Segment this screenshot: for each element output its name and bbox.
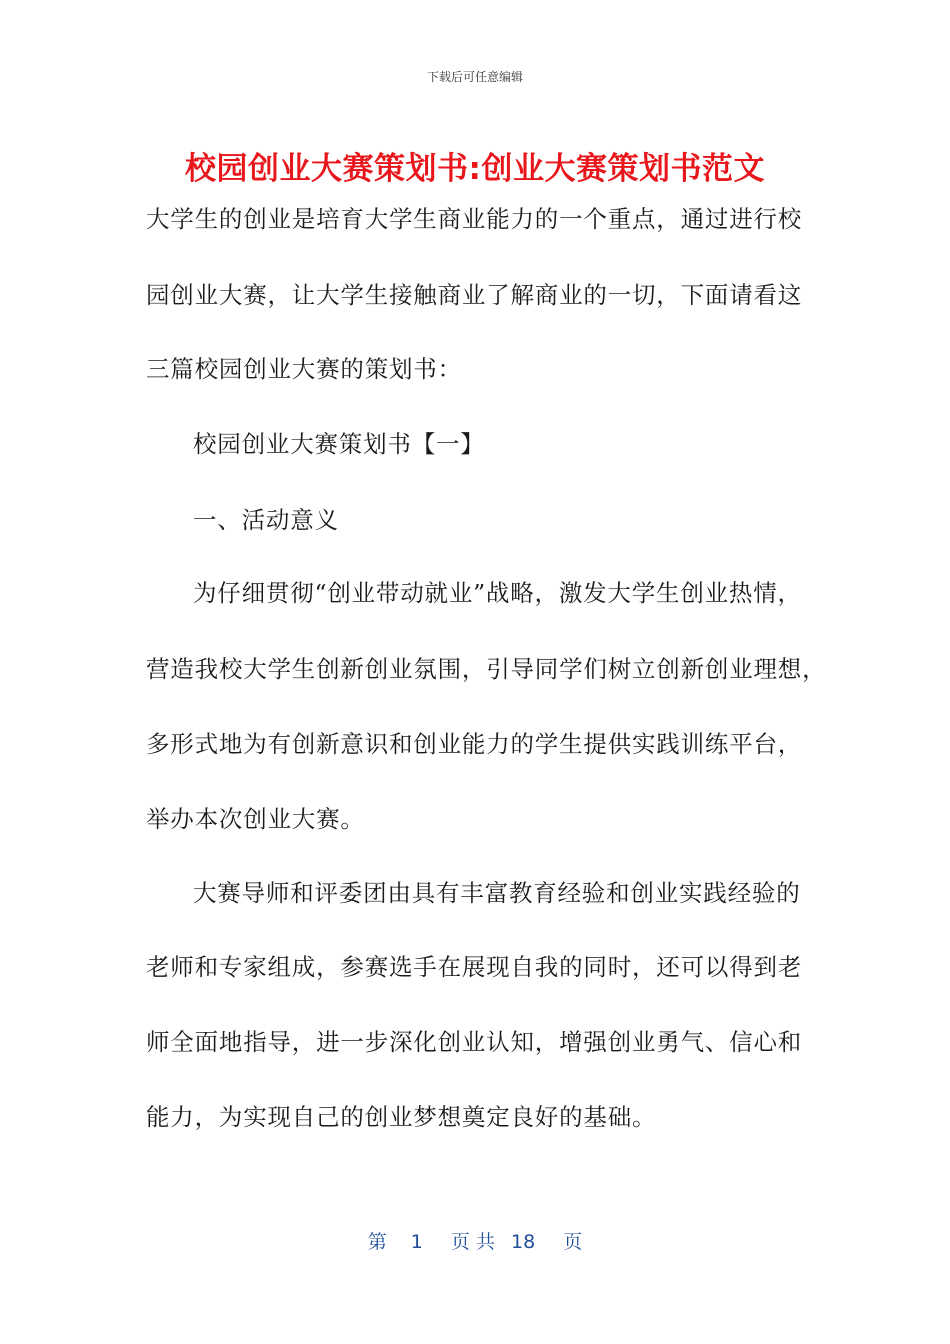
current-page-number: 1 [410, 1231, 423, 1253]
paragraph-line: 营造我校大学生创新创业氛围，引导同学们树立创新创业理想， [146, 655, 827, 683]
header-note: 下载后可任意编辑 [426, 70, 523, 84]
section-heading: 校园创业大赛策划书【一】 [193, 430, 485, 458]
footer-middle: 页 共 [450, 1231, 495, 1253]
paragraph-line: 三篇校园创业大赛的策划书： [146, 355, 462, 383]
page-footer [0, 1227, 950, 1254]
total-page-count: 18 [511, 1231, 536, 1253]
subsection-heading: 一、活动意义 [193, 506, 339, 534]
paragraph-line: 大赛导师和评委团由具有丰富教育经验和创业实践经验的 [193, 879, 801, 907]
paragraph-line: 大学生的创业是培育大学生商业能力的一个重点，通过进行校 [146, 205, 803, 233]
paragraph-line: 多形式地为有创新意识和创业能力的学生提供实践训练平台， [146, 730, 803, 758]
footer-suffix: 页 [563, 1231, 583, 1253]
paragraph-line: 举办本次创业大赛。 [146, 805, 365, 833]
footer-prefix: 第 [367, 1231, 387, 1253]
paragraph-line: 能力，为实现自己的创业梦想奠定良好的基础。 [146, 1103, 657, 1131]
paragraph-line: 为仔细贯彻“创业带动就业”战略，激发大学生创业热情， [193, 579, 802, 607]
document-title: 校园创业大赛策划书:创业大赛策划书范文 [185, 151, 765, 187]
paragraph-line: 师全面地指导，进一步深化创业认知，增强创业勇气、信心和 [146, 1028, 803, 1056]
paragraph-line: 园创业大赛，让大学生接触商业了解商业的一切，下面请看这 [146, 281, 803, 309]
paragraph-line: 老师和专家组成，参赛选手在展现自我的同时，还可以得到老 [146, 953, 803, 981]
